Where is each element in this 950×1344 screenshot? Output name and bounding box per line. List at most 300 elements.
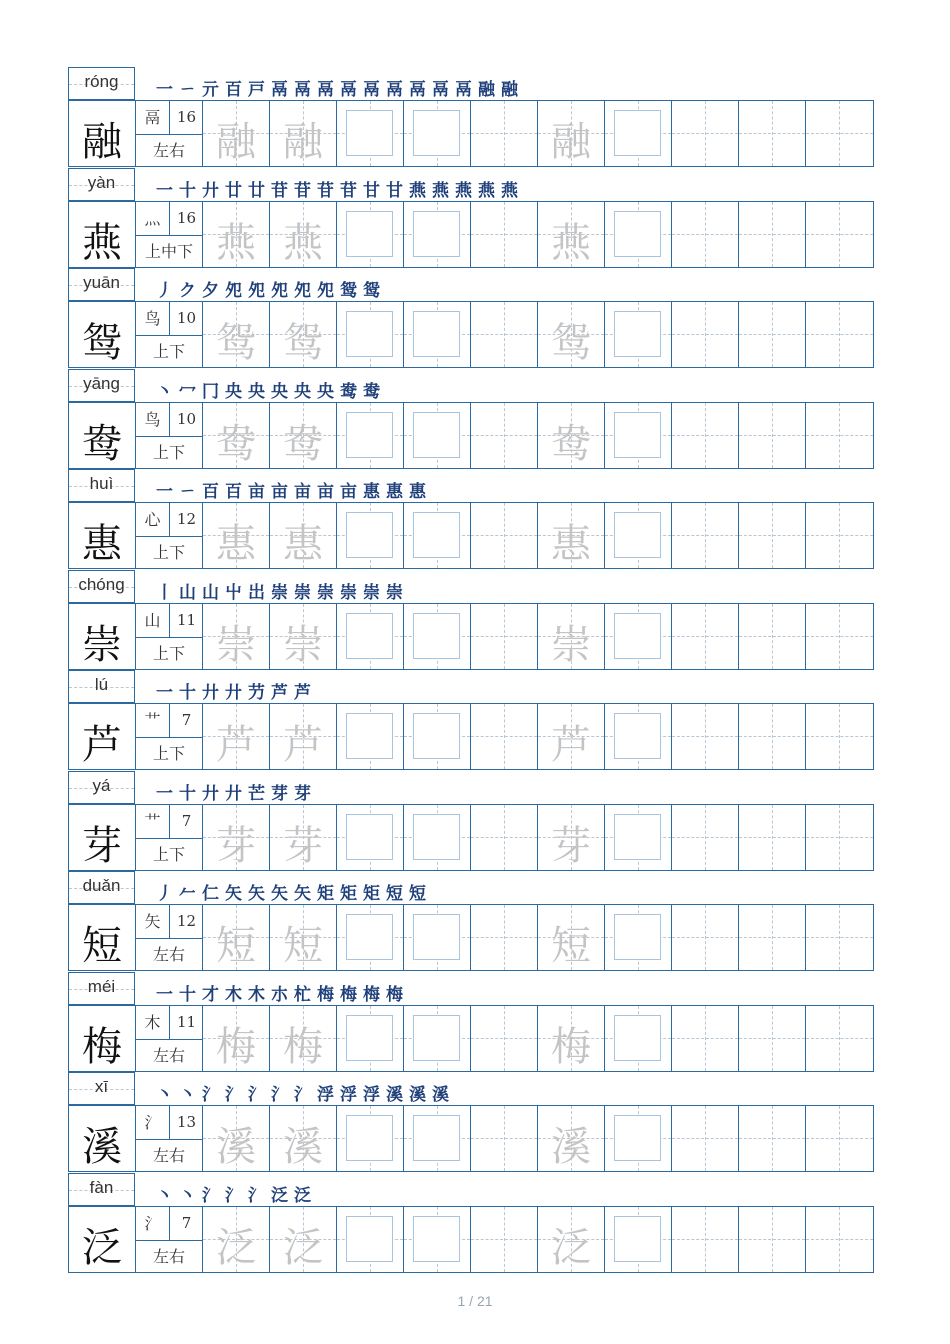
pinyin-box [68, 771, 135, 804]
practice-box-cell [337, 101, 404, 166]
trace-cell [270, 805, 337, 870]
trace-character: 溪 [216, 1124, 256, 1170]
stroke-order-sequence [156, 1080, 455, 1104]
practice-grid-cell [739, 403, 806, 468]
trace-character: 芽 [216, 822, 256, 869]
practice-box-cell [605, 101, 672, 166]
stroke-count: 11 [176, 610, 197, 629]
stroke-step: 溪 [432, 1085, 455, 1105]
stroke-step: ㄧ [179, 80, 202, 100]
practice-grid-cell [672, 905, 739, 970]
main-character: 溪 [82, 1124, 122, 1170]
main-character: 燕 [82, 219, 122, 266]
pinyin-row [68, 67, 874, 100]
trace-cell [270, 1006, 337, 1071]
stroke-step: 氵 [202, 1085, 225, 1105]
pinyin-text: huì [89, 474, 114, 493]
stroke-step: 浮 [317, 1085, 340, 1105]
character-structure: 上下 [152, 844, 185, 864]
stroke-step: 亩 [271, 482, 294, 502]
practice-box-cell [337, 905, 404, 970]
trace-cell [538, 805, 605, 870]
character-info-cell [136, 101, 203, 166]
trace-character: 融 [216, 119, 256, 165]
practice-grid-cell [739, 1006, 806, 1071]
trace-character: 鸳 [551, 320, 591, 366]
stroke-step: 氵 [248, 1185, 271, 1206]
stroke-step: 才 [202, 984, 225, 1005]
practice-box-cell [404, 101, 471, 166]
stroke-step: 丿 [156, 884, 179, 904]
stroke-order-sequence [156, 980, 409, 1004]
stroke-step: 梅 [317, 984, 340, 1005]
stroke-step: 燕 [432, 180, 455, 201]
stroke-order-sequence [156, 779, 317, 803]
stroke-step: 山 [179, 582, 202, 603]
stroke-step: 短 [409, 884, 432, 904]
trace-cell [538, 202, 605, 267]
pinyin-box [68, 168, 135, 201]
trace-character: 溪 [551, 1124, 591, 1170]
practice-grid-cell [739, 302, 806, 367]
stroke-count: 16 [176, 208, 197, 227]
practice-box-cell [337, 503, 404, 568]
character-structure: 左右 [152, 1146, 185, 1165]
stroke-step: 融 [478, 80, 501, 100]
main-character-cell [69, 503, 136, 568]
stroke-step: 亓 [202, 80, 225, 100]
stroke-step: 十 [179, 984, 202, 1005]
stroke-step: 冂 [202, 381, 225, 402]
stroke-step: 崇 [363, 582, 386, 603]
writing-grid-row [68, 1005, 874, 1072]
practice-grid-cell [471, 403, 538, 468]
stroke-step: 矢 [271, 884, 294, 904]
stroke-step: 鸳 [363, 281, 386, 301]
stroke-step: 鬲 [409, 80, 432, 100]
character-entry [68, 871, 874, 972]
stroke-order-sequence [156, 176, 524, 200]
stroke-step: 泛 [271, 1185, 294, 1206]
main-character: 芦 [82, 722, 122, 768]
practice-grid-cell [471, 101, 538, 166]
trace-character: 泛 [551, 1224, 591, 1271]
trace-character: 梅 [551, 1023, 591, 1070]
trace-cell [203, 503, 270, 568]
practice-grid-cell [672, 805, 739, 870]
practice-grid-cell [806, 503, 873, 568]
trace-cell [538, 1207, 605, 1272]
trace-character: 崇 [283, 621, 323, 668]
trace-character: 梅 [283, 1023, 323, 1070]
practice-grid-cell [806, 1106, 873, 1171]
stroke-step: 岀 [248, 582, 271, 603]
stroke-step: 仁 [202, 884, 225, 904]
stroke-order-sequence [156, 879, 432, 903]
practice-grid-cell [806, 403, 873, 468]
stroke-order-sequence [156, 1181, 317, 1205]
stroke-step: 氵 [271, 1085, 294, 1105]
practice-box-cell [337, 302, 404, 367]
stroke-step: 一 [156, 683, 179, 703]
stroke-step: 冖 [179, 381, 202, 402]
trace-character: 芦 [551, 722, 591, 768]
practice-box-cell [605, 503, 672, 568]
pinyin-row [68, 268, 874, 301]
character-info-cell [136, 1207, 203, 1272]
writing-grid-row [68, 1206, 874, 1273]
stroke-step: 甘 [363, 180, 386, 201]
practice-box-cell [404, 302, 471, 367]
trace-cell [203, 805, 270, 870]
practice-grid-cell [739, 604, 806, 669]
practice-box-cell [337, 604, 404, 669]
character-info-cell [136, 1106, 203, 1171]
stroke-step: 百 [225, 482, 248, 502]
stroke-step: 氵 [248, 1085, 271, 1105]
trace-cell [538, 604, 605, 669]
stroke-step: 𠂉 [179, 884, 202, 904]
stroke-order-sequence [156, 678, 317, 702]
stroke-step: 一 [156, 482, 179, 502]
practice-grid-cell [471, 805, 538, 870]
stroke-step: 浮 [340, 1085, 363, 1105]
stroke-step: 十 [179, 783, 202, 804]
practice-box-cell [605, 302, 672, 367]
character-entry [68, 369, 874, 470]
practice-grid-cell [471, 704, 538, 769]
practice-box-cell [404, 604, 471, 669]
stroke-step: 燕 [409, 180, 432, 201]
stroke-step: 丶 [179, 1185, 202, 1206]
stroke-step: 芒 [248, 783, 271, 804]
radical: 鬲 [136, 101, 170, 134]
pinyin-box [68, 670, 135, 703]
pinyin-box [68, 268, 135, 301]
stroke-step: 十 [179, 180, 202, 201]
practice-grid-cell [739, 202, 806, 267]
stroke-step: 惠 [409, 482, 432, 502]
stroke-step: 氵 [294, 1085, 317, 1105]
practice-box-cell [337, 1006, 404, 1071]
pinyin-box [68, 1072, 135, 1105]
main-character-cell [69, 302, 136, 367]
stroke-step: ㄧ [179, 482, 202, 502]
trace-cell [203, 202, 270, 267]
stroke-step: 百 [225, 80, 248, 100]
trace-cell [538, 101, 605, 166]
practice-grid-cell [672, 202, 739, 267]
trace-cell [270, 1207, 337, 1272]
stroke-step: 鸳 [340, 281, 363, 301]
trace-cell [270, 101, 337, 166]
radical: 鸟 [136, 302, 170, 335]
stroke-count: 7 [181, 811, 192, 830]
trace-character: 崇 [551, 621, 591, 668]
character-info-cell [136, 604, 203, 669]
character-entry [68, 469, 874, 570]
main-character: 鸳 [82, 320, 122, 366]
practice-box-cell [605, 905, 672, 970]
trace-character: 惠 [283, 521, 323, 567]
practice-box-cell [404, 1106, 471, 1171]
practice-box-cell [605, 1207, 672, 1272]
practice-box-cell [404, 805, 471, 870]
stroke-step: ク [179, 281, 202, 301]
trace-cell [270, 604, 337, 669]
stroke-step: 廿 [248, 180, 271, 201]
character-entry [68, 570, 874, 671]
stroke-step: 矢 [225, 884, 248, 904]
trace-character: 燕 [551, 219, 591, 266]
stroke-step: 芀 [248, 683, 271, 703]
main-character: 融 [82, 119, 122, 165]
practice-grid-cell [471, 1106, 538, 1171]
practice-grid-cell [806, 1207, 873, 1272]
character-entry [68, 67, 874, 168]
stroke-step: 鬲 [271, 80, 294, 100]
stroke-step: 芦 [271, 683, 294, 703]
main-character: 泛 [82, 1224, 122, 1271]
practice-box-cell [404, 503, 471, 568]
character-entry [68, 771, 874, 872]
main-character: 崇 [82, 621, 122, 668]
trace-cell [203, 403, 270, 468]
character-structure: 左右 [152, 1045, 185, 1065]
character-info-cell [136, 905, 203, 970]
stroke-step: 廾 [202, 683, 225, 703]
stroke-step: 戸 [248, 80, 271, 100]
stroke-step: 央 [225, 381, 248, 402]
stroke-step: 芦 [294, 683, 317, 703]
trace-character: 泛 [283, 1224, 323, 1271]
practice-grid-cell [806, 302, 873, 367]
stroke-step: 矢 [248, 884, 271, 904]
trace-character: 燕 [216, 219, 256, 266]
writing-grid-row [68, 100, 874, 167]
stroke-count: 7 [181, 1213, 192, 1232]
character-entry [68, 1072, 874, 1173]
pinyin-box [68, 570, 135, 603]
stroke-step: 鬲 [363, 80, 386, 100]
stroke-step: 苷 [294, 180, 317, 201]
stroke-count: 11 [176, 1012, 197, 1031]
stroke-step: 朩 [271, 984, 294, 1005]
practice-grid-cell [739, 805, 806, 870]
main-character-cell [69, 905, 136, 970]
character-info-cell [136, 704, 203, 769]
stroke-step: 苷 [271, 180, 294, 201]
stroke-step: 梅 [340, 984, 363, 1005]
stroke-step: 燕 [455, 180, 478, 201]
pinyin-text: duǎn [82, 876, 121, 895]
stroke-step: 鸯 [363, 381, 386, 402]
practice-grid-cell [471, 1207, 538, 1272]
main-character: 鸯 [82, 420, 122, 467]
pinyin-text: yàn [87, 172, 116, 192]
character-structure: 上下 [152, 643, 185, 663]
practice-box-cell [404, 1006, 471, 1071]
radical: 鸟 [136, 403, 170, 436]
practice-box-cell [404, 704, 471, 769]
stroke-step: 氵 [225, 1085, 248, 1105]
stroke-step: 一 [156, 180, 179, 201]
radical: 氵 [136, 1106, 170, 1139]
stroke-step: 鬲 [432, 80, 455, 100]
pinyin-text: fàn [89, 1177, 114, 1197]
stroke-order-sequence [156, 377, 386, 401]
practice-box-cell [337, 1106, 404, 1171]
stroke-count: 13 [176, 1113, 197, 1131]
trace-cell [270, 503, 337, 568]
pinyin-text: xī [94, 1077, 109, 1096]
stroke-step: 央 [248, 381, 271, 402]
stroke-step: 鬲 [386, 80, 409, 100]
writing-grid-row [68, 1105, 874, 1172]
stroke-order-sequence [156, 75, 524, 99]
trace-cell [203, 101, 270, 166]
stroke-step: 十 [179, 683, 202, 703]
stroke-step: 芽 [271, 783, 294, 804]
stroke-order-sequence [156, 578, 409, 602]
practice-grid-cell [471, 202, 538, 267]
character-entry [68, 670, 874, 771]
trace-cell [203, 905, 270, 970]
trace-character: 融 [551, 119, 591, 165]
character-info-cell [136, 1006, 203, 1071]
writing-grid-row [68, 703, 874, 770]
trace-cell [203, 1006, 270, 1071]
pinyin-row [68, 570, 874, 603]
trace-cell [270, 403, 337, 468]
stroke-step: 夗 [225, 281, 248, 301]
pinyin-row [68, 1173, 874, 1206]
writing-grid-row [68, 904, 874, 971]
trace-cell [538, 704, 605, 769]
stroke-step: 夗 [271, 281, 294, 301]
practice-grid-cell [739, 905, 806, 970]
pinyin-row [68, 1072, 874, 1105]
practice-grid-cell [672, 403, 739, 468]
practice-grid-cell [806, 604, 873, 669]
stroke-count: 10 [176, 409, 197, 428]
pinyin-text: lú [94, 675, 109, 694]
character-structure: 上下 [152, 744, 185, 763]
trace-character: 鸳 [216, 320, 256, 366]
main-character-cell [69, 1006, 136, 1071]
practice-box-cell [605, 604, 672, 669]
radical: 艹 [136, 704, 170, 737]
trace-cell [203, 1207, 270, 1272]
practice-box-cell [404, 403, 471, 468]
character-structure: 左右 [152, 945, 185, 964]
stroke-step: 丶 [179, 1085, 202, 1105]
trace-character: 芽 [283, 822, 323, 869]
practice-grid-cell [471, 503, 538, 568]
pinyin-text: róng [84, 72, 119, 91]
trace-character: 融 [283, 119, 323, 165]
practice-box-cell [605, 202, 672, 267]
trace-cell [203, 604, 270, 669]
character-structure: 上下 [152, 342, 185, 361]
stroke-step: 惠 [363, 482, 386, 502]
stroke-step: 苷 [317, 180, 340, 201]
radical: 灬 [136, 202, 170, 235]
practice-box-cell [337, 704, 404, 769]
main-character: 梅 [82, 1023, 122, 1070]
character-info-cell [136, 302, 203, 367]
stroke-step: 廿 [225, 180, 248, 201]
practice-box-cell [337, 805, 404, 870]
main-character: 惠 [82, 521, 122, 567]
stroke-step: 百 [202, 482, 225, 502]
practice-grid-cell [806, 704, 873, 769]
practice-grid-cell [672, 1207, 739, 1272]
character-info-cell [136, 202, 203, 267]
pinyin-row [68, 972, 874, 1005]
practice-grid-cell [672, 704, 739, 769]
trace-character: 崇 [216, 621, 256, 668]
practice-box-cell [337, 1207, 404, 1272]
stroke-step: 矩 [340, 884, 363, 904]
practice-grid-cell [471, 905, 538, 970]
pinyin-box [68, 871, 135, 904]
stroke-step: 廾 [225, 683, 248, 703]
stroke-step: 丨 [156, 582, 179, 603]
stroke-step: 短 [386, 884, 409, 904]
practice-box-cell [605, 1106, 672, 1171]
trace-character: 溪 [283, 1124, 323, 1170]
stroke-step: 鬲 [317, 80, 340, 100]
stroke-step: 浮 [363, 1085, 386, 1105]
character-structure: 上下 [152, 543, 185, 562]
character-entry [68, 1173, 874, 1274]
stroke-step: 崇 [294, 582, 317, 603]
trace-cell [538, 403, 605, 468]
trace-cell [538, 905, 605, 970]
practice-grid-cell [672, 1106, 739, 1171]
main-character-cell [69, 704, 136, 769]
character-structure: 左右 [152, 141, 185, 160]
stroke-step: 融 [501, 80, 524, 100]
trace-character: 泛 [216, 1224, 256, 1271]
stroke-step: 央 [294, 381, 317, 402]
trace-character: 鸯 [216, 420, 256, 467]
trace-character: 鸳 [283, 320, 323, 366]
character-info-cell [136, 403, 203, 468]
trace-character: 芽 [551, 822, 591, 869]
stroke-step: 矩 [363, 884, 386, 904]
practice-box-cell [605, 704, 672, 769]
trace-character: 惠 [551, 521, 591, 567]
stroke-step: 矢 [294, 884, 317, 904]
pinyin-row [68, 771, 874, 804]
writing-grid-row [68, 301, 874, 368]
trace-cell [270, 302, 337, 367]
stroke-step: 梅 [363, 984, 386, 1005]
stroke-step: 夗 [248, 281, 271, 301]
trace-character: 梅 [216, 1023, 256, 1070]
radical: 艹 [136, 805, 170, 838]
stroke-count: 12 [176, 912, 197, 930]
stroke-step: 氵 [202, 1185, 225, 1206]
writing-grid-row [68, 201, 874, 268]
radical: 心 [136, 503, 170, 536]
stroke-step: 夕 [202, 281, 225, 301]
main-character: 短 [82, 923, 122, 969]
stroke-count: 10 [176, 309, 197, 327]
stroke-step: 一 [156, 984, 179, 1005]
